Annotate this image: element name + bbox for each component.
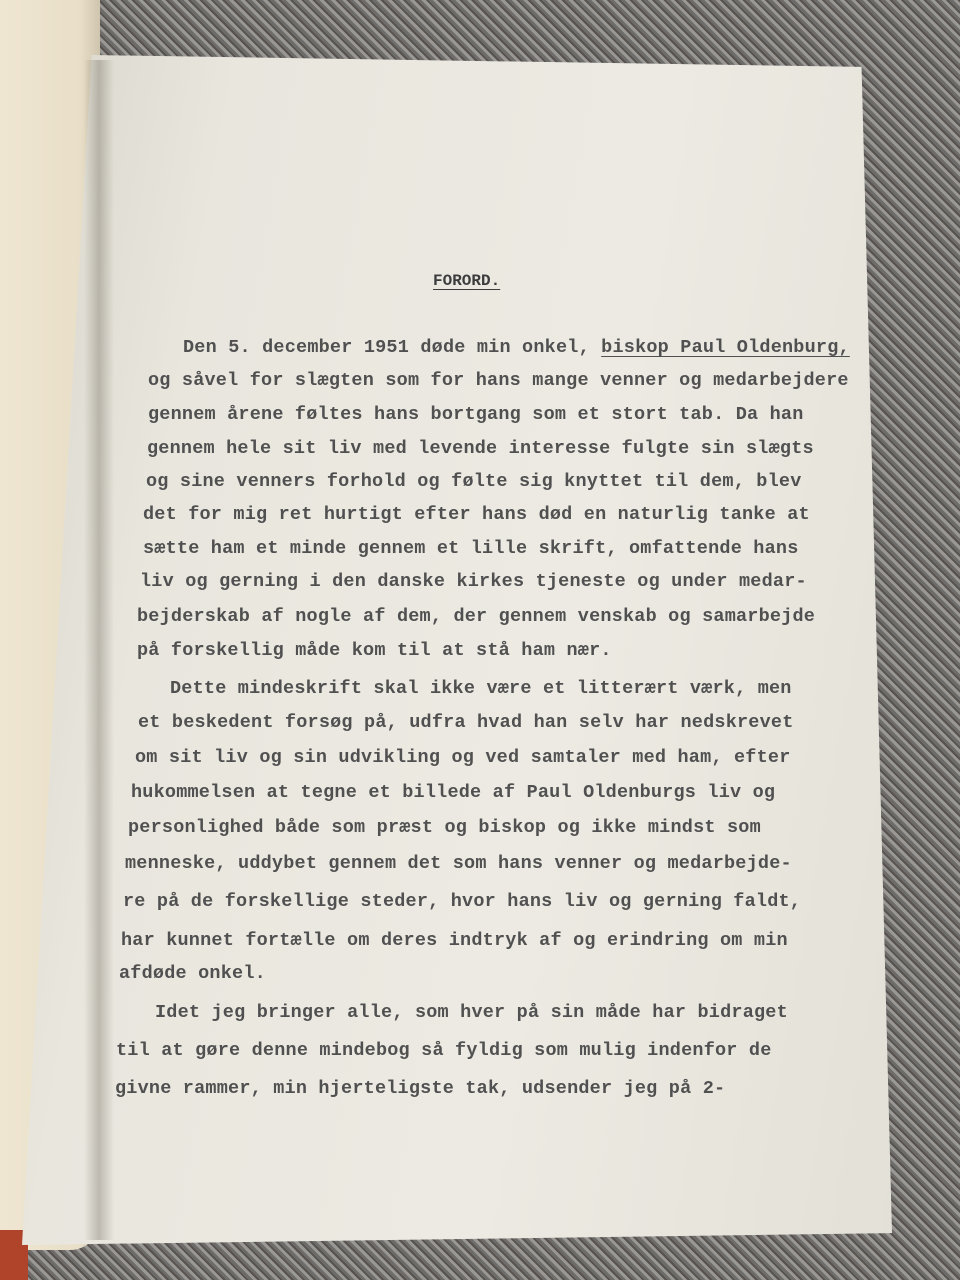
text-line: om sit liv og sin udvikling og ved samtaler med ham, efter xyxy=(135,747,791,768)
text-line: hukommelsen at tegne et billede af Paul Oldenburgs liv og xyxy=(131,782,776,803)
text-line: på forskellig måde kom til at stå ham nær. xyxy=(137,640,612,661)
text-line: menneske, uddybet gennem det som hans venner og medarbejde- xyxy=(125,853,792,874)
text-line xyxy=(183,337,850,358)
text-line: Dette mindeskrift skal ikke være et litterært værk, men xyxy=(170,678,792,699)
text-line: har kunnet fortælle om deres indtryk af og erindring om min xyxy=(121,930,788,951)
text-line: gennem årene føltes hans bortgang som et stort tab. Da han xyxy=(148,404,804,425)
text-line: personlighed både som præst og biskop og ikke mindst som xyxy=(128,817,761,838)
text-segment: Den 5. december 1951 døde min onkel, xyxy=(183,337,602,358)
page-title: FORORD. xyxy=(433,272,501,290)
text-line: og såvel for slægten som for hans mange venner og medarbejdere xyxy=(148,370,849,391)
text-line: liv og gerning i den danske kirkes tjeneste og under medar- xyxy=(140,571,807,592)
text-line: et beskedent forsøg på, udfra hvad han selv har nedskrevet xyxy=(138,712,794,733)
text-line: det for mig ret hurtigt efter hans død en naturlig tanke at xyxy=(143,504,810,525)
spine-shadow xyxy=(84,60,114,1240)
text-line: sætte ham et minde gennem et lille skrift, omfattende hans xyxy=(143,538,799,559)
text-line: givne rammer, min hjerteligste tak, udsender jeg på 2- xyxy=(115,1078,726,1099)
text-line: bejderskab af nogle af dem, der gennem venskab og samarbejde xyxy=(137,606,816,627)
text-line: re på de forskellige steder, hvor hans liv og gerning faldt, xyxy=(123,891,802,912)
text-line: og sine venners forhold og følte sig knyttet til dem, blev xyxy=(146,471,802,492)
text-line: afdøde onkel. xyxy=(119,963,266,984)
text-line: til at gøre denne mindebog så fyldig som mulig indenfor de xyxy=(116,1040,772,1061)
underlined-name: biskop Paul Oldenburg, xyxy=(601,337,850,358)
text-line: Idet jeg bringer alle, som hver på sin måde har bidraget xyxy=(155,1002,788,1023)
text-line: gennem hele sit liv med levende interesse fulgte sin slægts xyxy=(147,438,814,459)
